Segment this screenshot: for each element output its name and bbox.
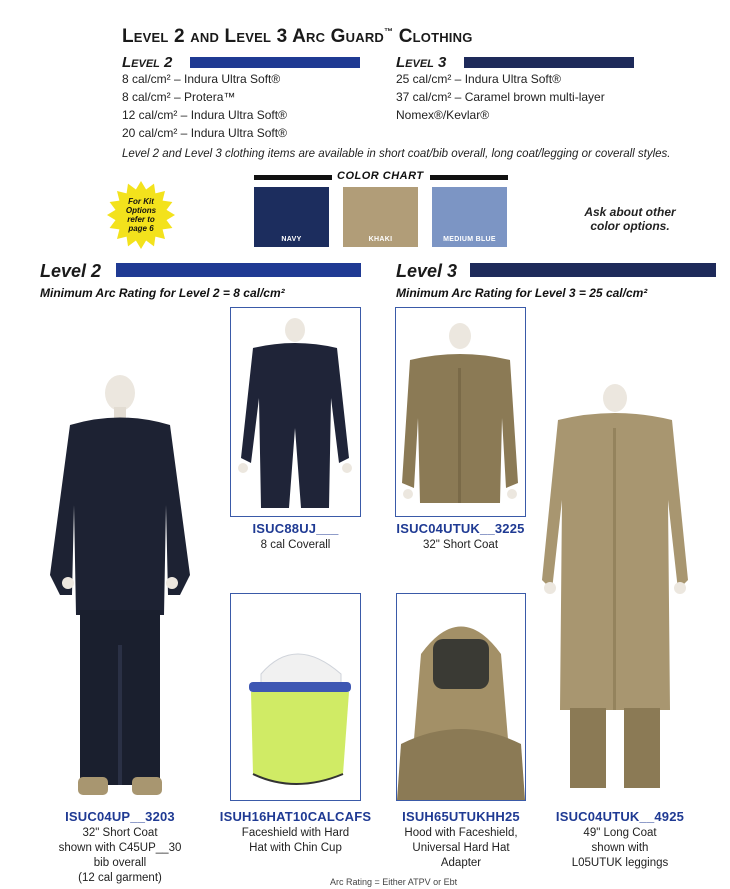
swatch-label: MEDIUM BLUE: [443, 236, 496, 243]
level2-section-bar: [116, 263, 361, 277]
khaki-long-coat-illustration: [540, 380, 690, 800]
level3-spec-line: 37 cal/cm² – Caramel brown multi-layer: [396, 90, 605, 104]
swatch-navy: [254, 187, 329, 247]
level3-spec-heading: Level 3: [396, 54, 447, 71]
level2-spec-line: 12 cal/cm² – Indura Ultra Soft®: [122, 108, 287, 122]
trademark-symbol: ™: [384, 26, 394, 37]
level3-section-heading: Level 3: [396, 261, 458, 281]
product-image-short-coat-navy: [40, 355, 200, 805]
caption-line: 8 cal Coverall: [260, 539, 331, 551]
product-caption: [386, 826, 536, 871]
styles-note: Level 2 and Level 3 clothing items are available in short coat/bib overall, long coat/legging or coverall styles.: [122, 148, 671, 160]
product-caption: [30, 826, 210, 886]
title-main: Level 2 and Level 3 Arc Guard: [122, 26, 385, 47]
caption-line: Universal Hard Hat: [412, 842, 510, 854]
level2-section-heading: Level 2: [40, 261, 102, 281]
level2-spec-line: 8 cal/cm² – Indura Ultra Soft®: [122, 72, 281, 86]
level2-spec-heading: Level 2: [122, 54, 173, 71]
product-sku: ISUC04UTUK__3225: [396, 521, 525, 536]
product-caption: [385, 538, 536, 553]
level2-min-rating: Minimum Arc Rating for Level 2 = 8 cal/cm²: [40, 286, 285, 300]
level3-min-rating: Minimum Arc Rating for Level 3 = 25 cal/cm²: [396, 286, 648, 300]
product-image-faceshield: [230, 593, 361, 801]
caption-line: Faceshield with Hard: [241, 827, 350, 839]
caption-line: bib overall: [93, 857, 147, 869]
color-chart-title: COLOR CHART: [337, 170, 424, 182]
navy-coat-bib-illustration: [40, 355, 200, 805]
swatch-label: NAVY: [281, 236, 302, 243]
ask-other-colors: [565, 205, 695, 233]
color-chart-rule-right: [430, 175, 508, 180]
kit-options-badge: [106, 180, 176, 250]
swatch-khaki: [343, 187, 418, 247]
level3-spec-list: [396, 70, 605, 124]
product-image-hood: [396, 593, 526, 801]
ask-line: Ask about other: [584, 205, 676, 219]
kit-line: Options: [125, 206, 157, 215]
caption-line: Adapter: [440, 857, 482, 869]
product-caption: [540, 826, 700, 871]
color-chart-rule-left: [254, 175, 332, 180]
ask-line: color options.: [590, 219, 670, 233]
level2-spec-line: 8 cal/cm² – Protera™: [122, 90, 236, 104]
product-sku: ISUH16HAT10CALCAFS: [219, 809, 372, 824]
caption-line: L05UTUK leggings: [571, 857, 669, 869]
caption-line: shown with: [591, 842, 649, 854]
swatch-label: KHAKI: [368, 236, 393, 243]
product-image-short-coat-khaki: [395, 307, 526, 517]
product-image-long-coat-khaki: [540, 380, 690, 800]
level2-spec-line: 20 cal/cm² – Indura Ultra Soft®: [122, 126, 287, 140]
product-sku: ISUC04UTUK__4925: [555, 809, 685, 824]
kit-line: refer to: [127, 215, 155, 224]
caption-line: 49" Long Coat: [583, 827, 657, 839]
khaki-short-coat-illustration: [396, 308, 525, 516]
caption-line: shown with C45UP__30: [58, 842, 182, 854]
product-sku: ISUC88UJ___: [252, 521, 339, 536]
caption-line: 32" Short Coat: [82, 827, 158, 839]
coverall-illustration: [231, 308, 360, 516]
caption-line: Hat with Chin Cup: [249, 842, 342, 854]
kit-options-text: [106, 197, 176, 233]
level2-spec-bar: [190, 57, 360, 68]
product-caption: [218, 826, 373, 856]
caption-line: Hood with Faceshield,: [404, 827, 518, 839]
level3-spec-line: 25 cal/cm² – Indura Ultra Soft®: [396, 72, 561, 86]
kit-line: page 6: [128, 224, 154, 233]
product-sku: ISUH65UTUKHH25: [402, 809, 520, 824]
faceshield-hardhat-illustration: [231, 594, 360, 800]
level3-section-bar: [470, 263, 716, 277]
product-sku: ISUC04UP__3203: [65, 809, 175, 824]
arc-rating-footnote: Arc Rating = Either ATPV or Ebt: [330, 877, 458, 887]
level2-spec-list: [122, 70, 287, 142]
caption-line: 32" Short Coat: [422, 539, 499, 551]
product-image-coverall: [230, 307, 361, 517]
level3-spec-bar: [464, 57, 634, 68]
kit-line: For Kit: [128, 197, 154, 206]
swatch-medium-blue: [432, 187, 507, 247]
hood-illustration: [397, 594, 525, 800]
page-title: [122, 26, 473, 48]
product-caption: [230, 538, 361, 553]
caption-line: (12 cal garment): [78, 872, 162, 884]
title-suffix: Clothing: [393, 26, 473, 47]
level3-spec-line: Nomex®/Kevlar®: [396, 108, 490, 122]
